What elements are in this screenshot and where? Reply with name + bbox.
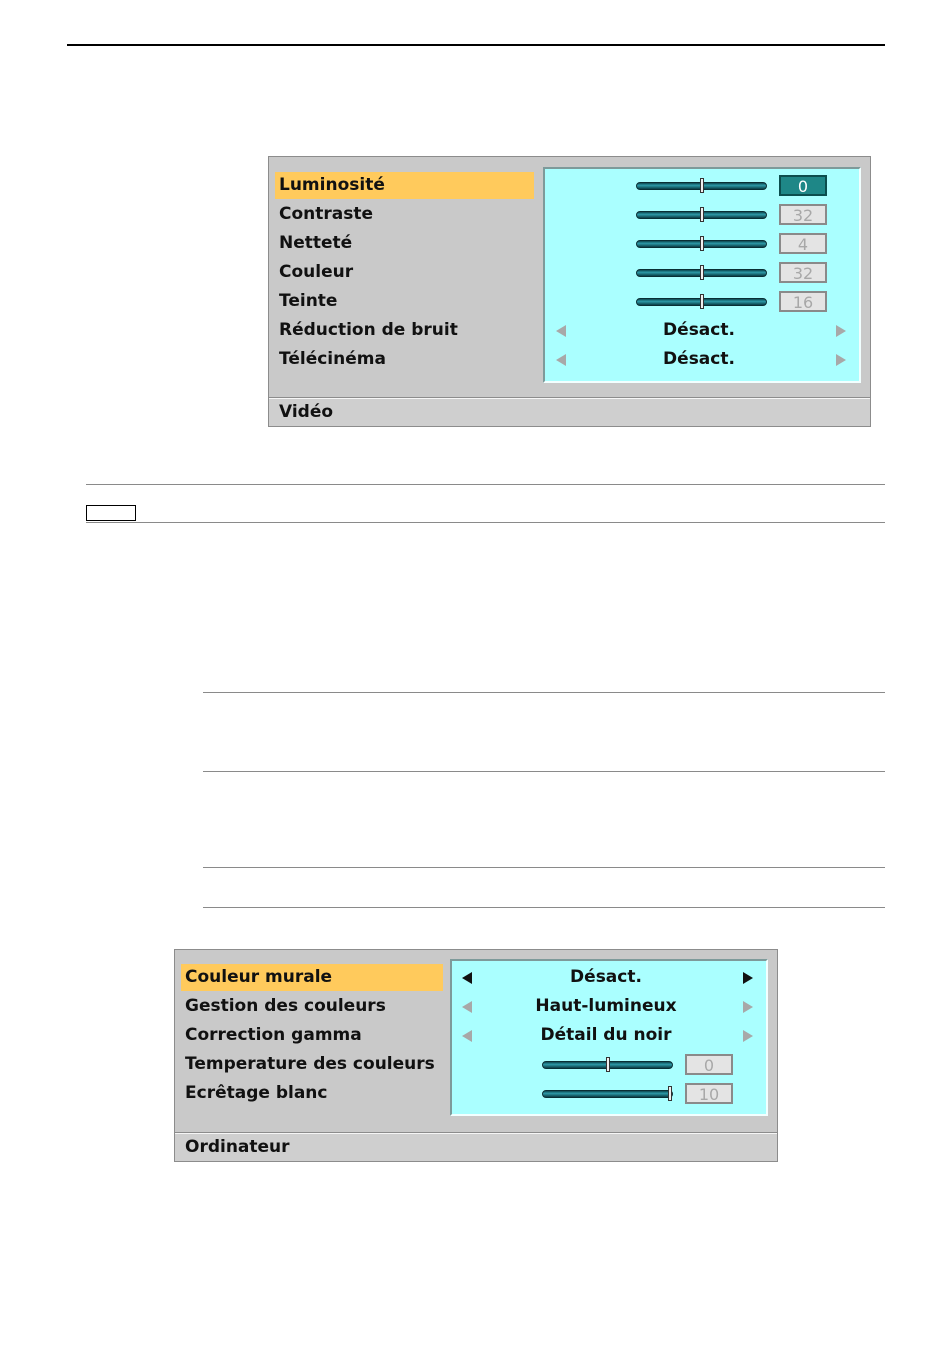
computer-menu-footer — [175, 1132, 777, 1161]
menu-item-nettete[interactable]: Netteté — [279, 233, 353, 253]
slider-thumb[interactable] — [668, 1086, 672, 1101]
slider-thumb[interactable] — [700, 265, 704, 280]
value-box-ecretage-blanc: 10 — [685, 1083, 733, 1104]
choice-value-gestion-des-couleurs: Haut-lumineux — [535, 996, 677, 1016]
menu-item-couleur[interactable]: Couleur — [279, 262, 354, 282]
choice-value-correction-gamma: Détail du noir — [540, 1025, 672, 1045]
value-box-nettete: 4 — [779, 233, 827, 254]
arrow-left-icon[interactable] — [462, 1001, 472, 1013]
arrow-right-icon[interactable] — [743, 1001, 753, 1013]
choice-value-reduction-de-bruit: Désact. — [663, 320, 735, 340]
slider-thumb[interactable] — [700, 207, 704, 222]
value-box-teinte: 16 — [779, 291, 827, 312]
slider-thumb[interactable] — [700, 236, 704, 251]
section-rule — [203, 771, 885, 772]
section-rule — [86, 484, 885, 485]
slider-couleur[interactable] — [636, 269, 767, 277]
arrow-left-icon[interactable] — [462, 972, 472, 984]
slider-thumb[interactable] — [700, 178, 704, 193]
video-settings-menu — [268, 156, 871, 427]
slider-ecretage-blanc[interactable] — [542, 1090, 673, 1098]
slider-nettete[interactable] — [636, 240, 767, 248]
section-rule — [203, 692, 885, 693]
video-menu-footer — [269, 397, 870, 426]
arrow-left-icon[interactable] — [556, 354, 566, 366]
value-box-couleur: 32 — [779, 262, 827, 283]
video-menu-title: Vidéo — [279, 402, 334, 422]
section-rule — [203, 867, 885, 868]
choice-value-couleur-murale: Désact. — [570, 967, 642, 987]
arrow-right-icon[interactable] — [743, 972, 753, 984]
slider-thumb[interactable] — [700, 294, 704, 309]
section-rule — [86, 522, 885, 523]
menu-item-reduction-de-bruit[interactable]: Réduction de bruit — [279, 320, 458, 340]
slider-thumb[interactable] — [606, 1057, 610, 1072]
arrow-left-icon[interactable] — [556, 325, 566, 337]
slider-luminosite[interactable] — [636, 182, 767, 190]
value-box-contraste: 32 — [779, 204, 827, 225]
menu-item-ecretage-blanc[interactable]: Ecrêtage blanc — [185, 1083, 328, 1103]
menu-item-temperature-des-couleurs[interactable]: Temperature des couleurs — [185, 1054, 435, 1074]
slider-contraste[interactable] — [636, 211, 767, 219]
menu-item-contraste[interactable]: Contraste — [279, 204, 374, 224]
menu-item-gestion-des-couleurs[interactable]: Gestion des couleurs — [185, 996, 386, 1016]
computer-settings-menu — [174, 949, 778, 1162]
choice-value-telecinema: Désact. — [663, 349, 735, 369]
slider-temperature-des-couleurs[interactable] — [542, 1061, 673, 1069]
menu-item-teinte[interactable]: Teinte — [279, 291, 338, 311]
slider-teinte[interactable] — [636, 298, 767, 306]
arrow-right-icon[interactable] — [743, 1030, 753, 1042]
arrow-left-icon[interactable] — [462, 1030, 472, 1042]
value-box-luminosite: 0 — [779, 175, 827, 196]
menu-item-correction-gamma[interactable]: Correction gamma — [185, 1025, 362, 1045]
menu-item-telecinema[interactable]: Télécinéma — [279, 349, 386, 369]
page-top-rule — [67, 44, 885, 46]
arrow-right-icon[interactable] — [836, 325, 846, 337]
section-rule — [203, 907, 885, 908]
computer-menu-title: Ordinateur — [185, 1137, 290, 1157]
arrow-right-icon[interactable] — [836, 354, 846, 366]
menu-item-luminosite[interactable]: Luminosité — [275, 172, 534, 199]
menu-item-couleur-murale[interactable]: Couleur murale — [181, 964, 443, 991]
note-box — [86, 505, 136, 521]
value-box-temperature-des-couleurs: 0 — [685, 1054, 733, 1075]
